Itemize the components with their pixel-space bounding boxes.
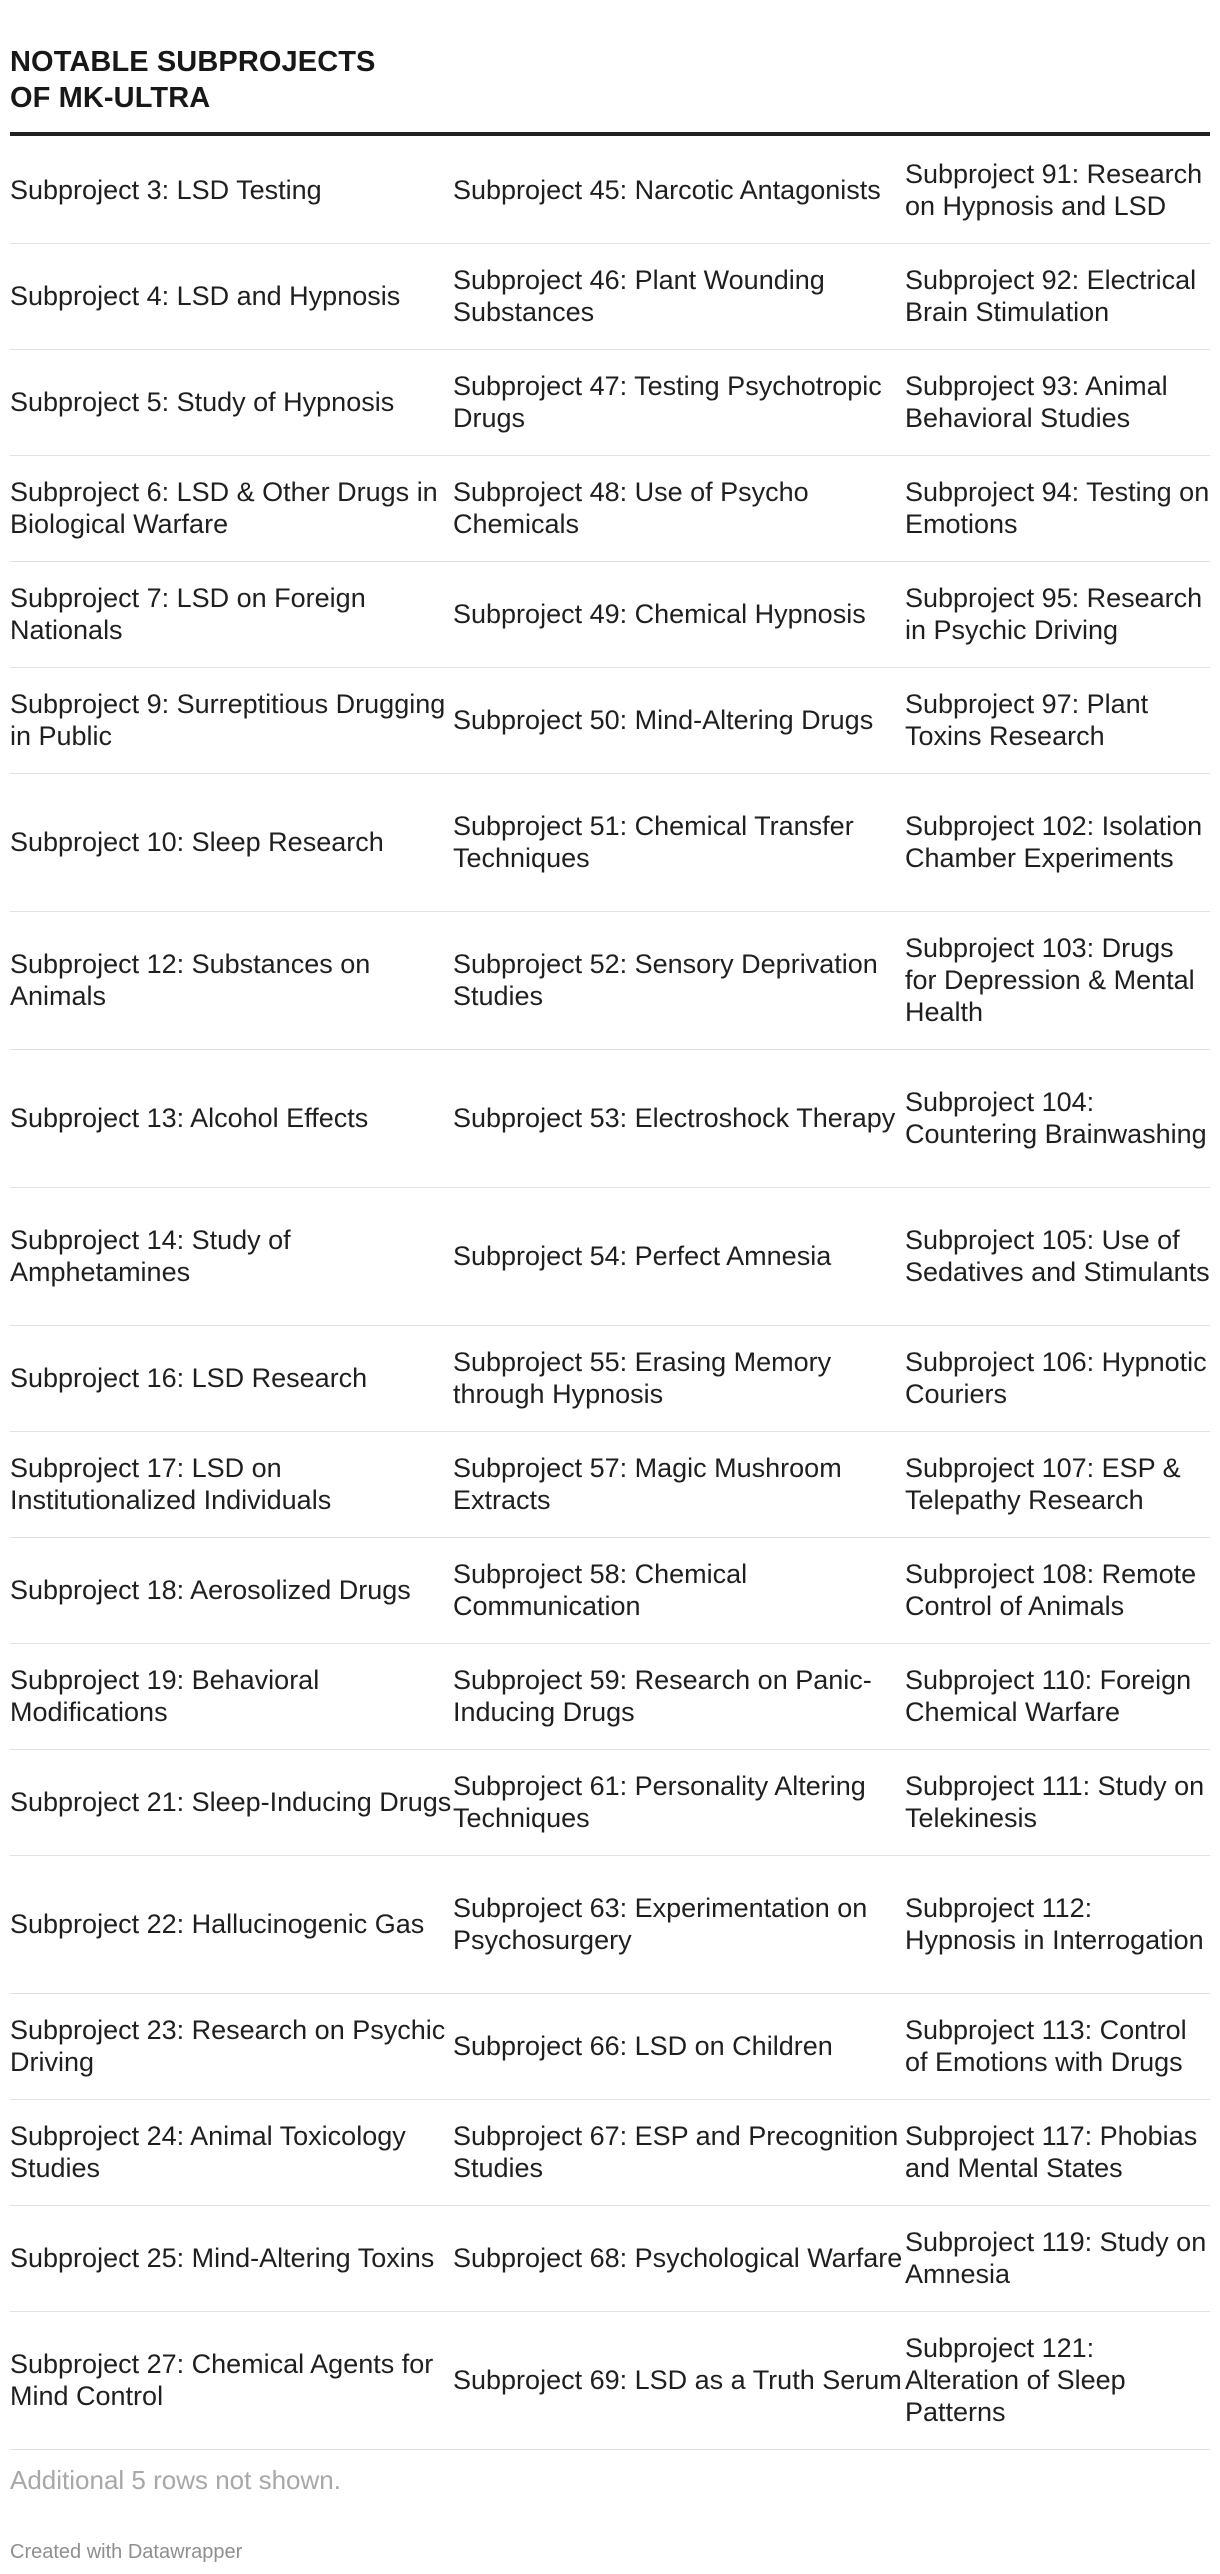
table-cell: Subproject 24: Animal Toxicology Studies bbox=[10, 2099, 453, 2205]
table-cell: Subproject 49: Chemical Hypnosis bbox=[453, 561, 905, 667]
table-cell: Subproject 61: Personality Altering Techniques bbox=[453, 1749, 905, 1855]
table-row bbox=[10, 1325, 1210, 1431]
table-cell: Subproject 55: Erasing Memory through Hypnosis bbox=[453, 1325, 905, 1431]
table-cell: Subproject 19: Behavioral Modifications bbox=[10, 1643, 453, 1749]
table-cell: Subproject 94: Testing on Emotions bbox=[905, 455, 1210, 561]
table-row bbox=[10, 1049, 1210, 1187]
table-cell: Subproject 104: Countering Brainwashing bbox=[905, 1049, 1210, 1187]
table-cell: Subproject 66: LSD on Children bbox=[453, 1993, 905, 2099]
table-cell: Subproject 9: Surreptitious Drugging in Public bbox=[10, 667, 453, 773]
table-cell: Subproject 121: Alteration of Sleep Patterns bbox=[905, 2311, 1210, 2449]
table-cell: Subproject 53: Electroshock Therapy bbox=[453, 1049, 905, 1187]
table-row bbox=[10, 1431, 1210, 1537]
table-cell: Subproject 57: Magic Mushroom Extracts bbox=[453, 1431, 905, 1537]
table-cell: Subproject 97: Plant Toxins Research bbox=[905, 667, 1210, 773]
page-title bbox=[10, 44, 510, 116]
table-row bbox=[10, 773, 1210, 911]
table-cell: Subproject 58: Chemical Communication bbox=[453, 1537, 905, 1643]
table-row bbox=[10, 2099, 1210, 2205]
table-cell: Subproject 23: Research on Psychic Driving bbox=[10, 1993, 453, 2099]
table-cell: Subproject 105: Use of Sedatives and Stimulants bbox=[905, 1187, 1210, 1325]
table-cell: Subproject 51: Chemical Transfer Techniques bbox=[453, 773, 905, 911]
table-cell: Subproject 111: Study on Telekinesis bbox=[905, 1749, 1210, 1855]
table-cell: Subproject 25: Mind-Altering Toxins bbox=[10, 2205, 453, 2311]
table-cell: Subproject 107: ESP & Telepathy Research bbox=[905, 1431, 1210, 1537]
table-cell: Subproject 7: LSD on Foreign Nationals bbox=[10, 561, 453, 667]
table-row bbox=[10, 1855, 1210, 1993]
table-row bbox=[10, 455, 1210, 561]
table-row bbox=[10, 243, 1210, 349]
table-cell: Subproject 5: Study of Hypnosis bbox=[10, 349, 453, 455]
table-cell: Subproject 103: Drugs for Depression & Mental Health bbox=[905, 911, 1210, 1049]
table-cell: Subproject 18: Aerosolized Drugs bbox=[10, 1537, 453, 1643]
table-cell: Subproject 4: LSD and Hypnosis bbox=[10, 243, 453, 349]
table-cell: Subproject 113: Control of Emotions with Drugs bbox=[905, 1993, 1210, 2099]
header-rule bbox=[10, 132, 1210, 136]
datawrapper-credit: Created with Datawrapper bbox=[10, 2541, 243, 2563]
table-cell: Subproject 45: Narcotic Antagonists bbox=[453, 137, 905, 243]
table-cell: Subproject 68: Psychological Warfare bbox=[453, 2205, 905, 2311]
table-cell: Subproject 13: Alcohol Effects bbox=[10, 1049, 453, 1187]
title-line-2: OF MK-ULTRA bbox=[10, 82, 211, 114]
table-body bbox=[10, 137, 1210, 2449]
table-row bbox=[10, 137, 1210, 243]
table-cell: Subproject 108: Remote Control of Animals bbox=[905, 1537, 1210, 1643]
table-cell: Subproject 16: LSD Research bbox=[10, 1325, 453, 1431]
table-row bbox=[10, 1643, 1210, 1749]
table-cell: Subproject 54: Perfect Amnesia bbox=[453, 1187, 905, 1325]
table-cell: Subproject 95: Research in Psychic Driving bbox=[905, 561, 1210, 667]
table-cell: Subproject 27: Chemical Agents for Mind Control bbox=[10, 2311, 453, 2449]
table-cell: Subproject 106: Hypnotic Couriers bbox=[905, 1325, 1210, 1431]
table-cell: Subproject 12: Substances on Animals bbox=[10, 911, 453, 1049]
table-cell: Subproject 92: Electrical Brain Stimulation bbox=[905, 243, 1210, 349]
title-line-1: NOTABLE SUBPROJECTS bbox=[10, 46, 376, 78]
subprojects-table bbox=[10, 137, 1210, 2450]
table-cell: Subproject 112: Hypnosis in Interrogation bbox=[905, 1855, 1210, 1993]
table-cell: Subproject 22: Hallucinogenic Gas bbox=[10, 1855, 453, 1993]
table-cell: Subproject 67: ESP and Precognition Studies bbox=[453, 2099, 905, 2205]
table-cell: Subproject 21: Sleep-Inducing Drugs bbox=[10, 1749, 453, 1855]
table-cell: Subproject 14: Study of Amphetamines bbox=[10, 1187, 453, 1325]
table-cell: Subproject 50: Mind-Altering Drugs bbox=[453, 667, 905, 773]
table-cell: Subproject 110: Foreign Chemical Warfare bbox=[905, 1643, 1210, 1749]
table-row bbox=[10, 1749, 1210, 1855]
table-cell: Subproject 48: Use of Psycho Chemicals bbox=[453, 455, 905, 561]
table-row bbox=[10, 349, 1210, 455]
table-cell: Subproject 69: LSD as a Truth Serum bbox=[453, 2311, 905, 2449]
table-row bbox=[10, 667, 1210, 773]
table-cell: Subproject 93: Animal Behavioral Studies bbox=[905, 349, 1210, 455]
table-cell: Subproject 52: Sensory Deprivation Studies bbox=[453, 911, 905, 1049]
table-cell: Subproject 102: Isolation Chamber Experiments bbox=[905, 773, 1210, 911]
table-cell: Subproject 3: LSD Testing bbox=[10, 137, 453, 243]
hidden-rows-note: Additional 5 rows not shown. bbox=[10, 2465, 341, 2495]
table-row bbox=[10, 1537, 1210, 1643]
table-row bbox=[10, 2311, 1210, 2449]
table-row bbox=[10, 561, 1210, 667]
table-cell: Subproject 10: Sleep Research bbox=[10, 773, 453, 911]
table-cell: Subproject 46: Plant Wounding Substances bbox=[453, 243, 905, 349]
table-cell: Subproject 6: LSD & Other Drugs in Biological Warfare bbox=[10, 455, 453, 561]
table-cell: Subproject 91: Research on Hypnosis and LSD bbox=[905, 137, 1210, 243]
table-cell: Subproject 119: Study on Amnesia bbox=[905, 2205, 1210, 2311]
table-row bbox=[10, 911, 1210, 1049]
table-row bbox=[10, 1993, 1210, 2099]
table-row bbox=[10, 1187, 1210, 1325]
table-row bbox=[10, 2205, 1210, 2311]
table-cell: Subproject 117: Phobias and Mental States bbox=[905, 2099, 1210, 2205]
table-cell: Subproject 59: Research on Panic-Inducing Drugs bbox=[453, 1643, 905, 1749]
table-cell: Subproject 63: Experimentation on Psychosurgery bbox=[453, 1855, 905, 1993]
table-cell: Subproject 17: LSD on Institutionalized Individuals bbox=[10, 1431, 453, 1537]
table-cell: Subproject 47: Testing Psychotropic Drugs bbox=[453, 349, 905, 455]
